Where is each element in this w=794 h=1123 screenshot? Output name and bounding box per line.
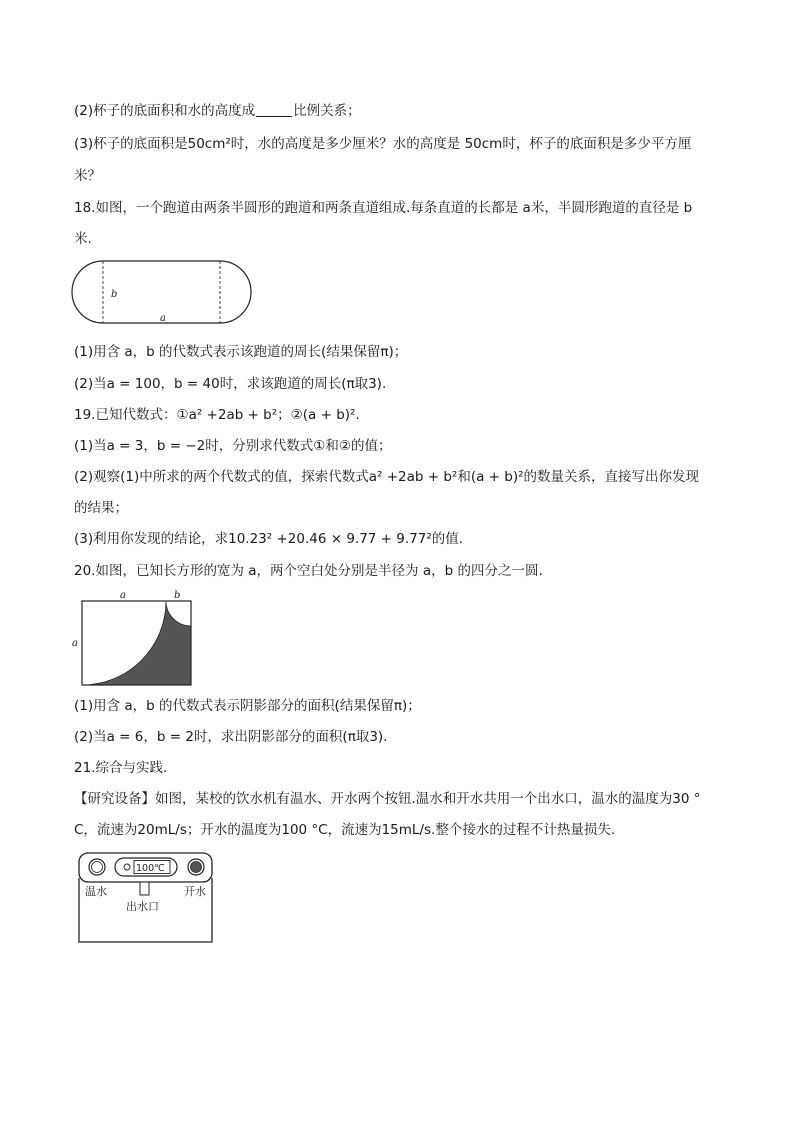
rect-label-a-top: a [120, 590, 126, 601]
q21-line2: C，流速为20mL/s；开水的温度为100 °C，流速为15mL/s.整个接水的过程不计热量损失. [74, 822, 616, 838]
display-reading: 100℃ [136, 863, 165, 874]
shaded-region [82, 601, 191, 685]
water-dispenser-figure [78, 850, 216, 946]
q18-stem-line2: 米. [74, 231, 92, 247]
q19-part2-line1: (2)观察(1)中所求的两个代数式的值，探索代数式a² +2ab + b²和(a + b)²的数量关系，直接写出你发现 [74, 469, 700, 485]
q19-part1: (1)当a = 3，b = −2时，分别求代数式①和②的值； [74, 438, 392, 454]
q19-part2-line2: 的结果； [74, 500, 128, 516]
track-figure [72, 260, 252, 326]
track-label-b: b [111, 289, 118, 300]
q17-part2-text-a: (2)杯子的底面积和水的高度成 [74, 103, 256, 119]
q17-part2 [74, 101, 361, 121]
q19-part3: (3)利用你发现的结论，求10.23² +20.46 × 9.77 + 9.77²的值. [74, 531, 464, 547]
label-warm-water: 温水 [85, 885, 107, 898]
rectangle-figure [70, 588, 195, 688]
q20-stem: 20.如图，已知长方形的宽为 a，两个空白处分别是半径为 a，b 的四分之一圆. [74, 563, 543, 579]
q17-part3-line1: (3)杯子的底面积是50cm²时，水的高度是多少厘米？水的高度是 50cm时，杯子的底面积是多少平方厘 [74, 136, 692, 152]
q19-stem: 19.已知代数式：①a² +2ab + b²；②(a + b)². [74, 407, 360, 423]
q17-part3-line2: 米？ [74, 168, 101, 184]
label-outlet: 出水口 [126, 900, 159, 913]
q21-line1: 【研究设备】如图，某校的饮水机有温水、开水两个按钮.温水和开水共用一个出水口，温水的温度为30 ° [74, 791, 701, 807]
answer-blank [256, 102, 292, 117]
q17-part2-text-b: 比例关系； [293, 103, 361, 119]
q20-part1: (1)用含 a，b 的代数式表示阴影部分的面积(结果保留π)； [74, 698, 421, 714]
rect-label-a-left: a [72, 638, 78, 649]
rect-label-b-top: b [174, 590, 181, 601]
q21-stem: 21.综合与实践. [74, 760, 168, 776]
q18-part2: (2)当a = 100，b = 40时，求该跑道的周长(π取3). [74, 376, 387, 392]
label-hot-water: 开水 [184, 885, 206, 898]
q18-part1: (1)用含 a，b 的代数式表示该跑道的周长(结果保留π)； [74, 344, 408, 360]
q18-stem-line1: 18.如图，一个跑道由两条半圆形的跑道和两条直道组成.每条直道的长都是 a米，半圆形跑道的直径是 b [74, 200, 693, 216]
water-outlet [140, 882, 149, 895]
q20-part2: (2)当a = 6，b = 2时，求出阴影部分的面积(π取3). [74, 729, 388, 745]
track-label-a: a [160, 313, 166, 324]
